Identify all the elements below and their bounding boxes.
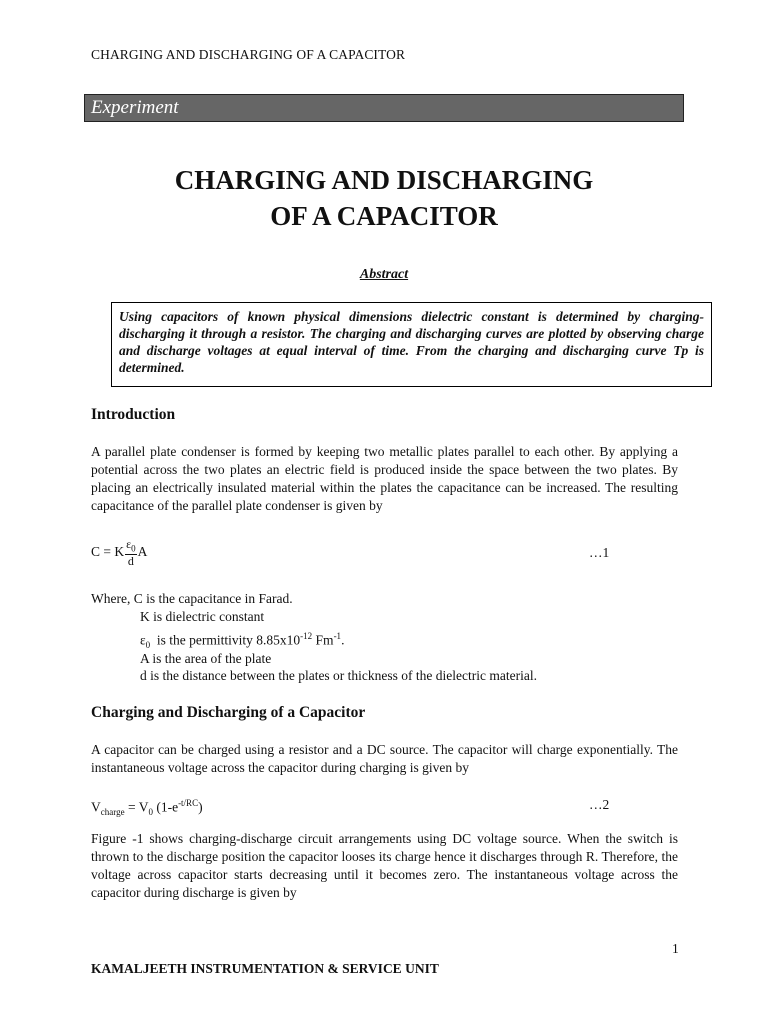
running-header: CHARGING AND DISCHARGING OF A CAPACITOR <box>91 47 406 62</box>
introduction-heading: Introduction <box>91 406 176 423</box>
where-intro: Where, C is the capacitance in Farad. <box>91 591 293 606</box>
abstract-text: Using capacitors of known physical dimensions dielectric constant is determined by charging-discharging it through a resistor. The charging and discharging curves are plotted by observing charge and discharge voltages at equal interval of time. From the charging and discharging curve Tp is determined. <box>119 309 704 375</box>
abstract-label: Abstract <box>359 267 409 282</box>
eq1-fraction <box>125 538 137 567</box>
epsilon-sub: 0 <box>145 640 151 651</box>
eq1-denominator: d <box>127 554 134 569</box>
eq2-close: ) <box>198 799 203 815</box>
eq1-numerator: ε <box>126 537 132 551</box>
introduction-paragraph: A parallel plate condenser is formed by keeping two metallic plates parallel to each other. By applying a potential across the two plates an electric field is produced inside the space between the two plates. By placing an electrically insulated material within the plates the capacitance can be increased. The resulting capacitance of the parallel plate condenser is given by <box>91 444 678 513</box>
abstract-box <box>111 302 712 387</box>
eq2-v-sub: charge <box>100 807 125 818</box>
equation-1 <box>91 538 147 567</box>
page-number: 1 <box>672 941 679 956</box>
charging-heading: Charging and Discharging of a Capacitor <box>91 704 366 721</box>
eq2-exp: -t/RC <box>178 798 199 808</box>
banner-label: Experiment <box>91 97 179 118</box>
where-a: A is the area of the plate <box>140 651 272 666</box>
eq2-eq: = V <box>124 799 149 815</box>
epsilon-unit-exp: -1 <box>333 631 342 641</box>
where-k: K is dielectric constant <box>140 609 265 624</box>
eq1-lhs: C = K <box>91 543 125 559</box>
charging-paragraph-2: Figure -1 shows charging-discharge circuit arrangements using DC voltage source. When the switch is thrown to the discharge position the capacitor looses its charge hence it discharges through R. Therefore, the voltage across capacitor starts decreasing until it becomes zero. The instantaneous voltage across the capacitor during discharge is given by <box>91 831 678 900</box>
eq2-v: V <box>91 799 101 815</box>
eq2-paren: (1-e <box>152 799 179 815</box>
title-line-1: CHARGING AND DISCHARGING <box>174 165 594 195</box>
page-footer: KAMALJEETH INSTRUMENTATION & SERVICE UNIT <box>91 961 439 976</box>
epsilon-end: . <box>341 632 345 648</box>
epsilon-symbol: ε <box>140 632 146 648</box>
eq2-v0-sub: 0 <box>148 807 153 818</box>
charging-paragraph-1: A capacitor can be charged using a resistor and a DC source. The capacitor will charge exponentially. The instantaneous voltage across the capacitor during charging is given by <box>91 742 678 775</box>
experiment-banner <box>84 94 684 122</box>
epsilon-exp: -12 <box>300 631 313 641</box>
epsilon-text: is the permittivity 8.85x10 <box>156 632 301 648</box>
equation-1-number: …1 <box>589 545 610 560</box>
eq1-numerator-sub: 0 <box>131 543 136 554</box>
title-line-2: OF A CAPACITOR <box>270 201 498 231</box>
epsilon-unit: Fm <box>312 632 334 648</box>
document-title <box>0 162 768 234</box>
eq1-rhs: A <box>137 543 148 559</box>
equation-2 <box>91 794 203 821</box>
where-d: d is the distance between the plates or thickness of the dielectric material. <box>140 668 537 683</box>
equation-2-number: …2 <box>589 797 610 812</box>
